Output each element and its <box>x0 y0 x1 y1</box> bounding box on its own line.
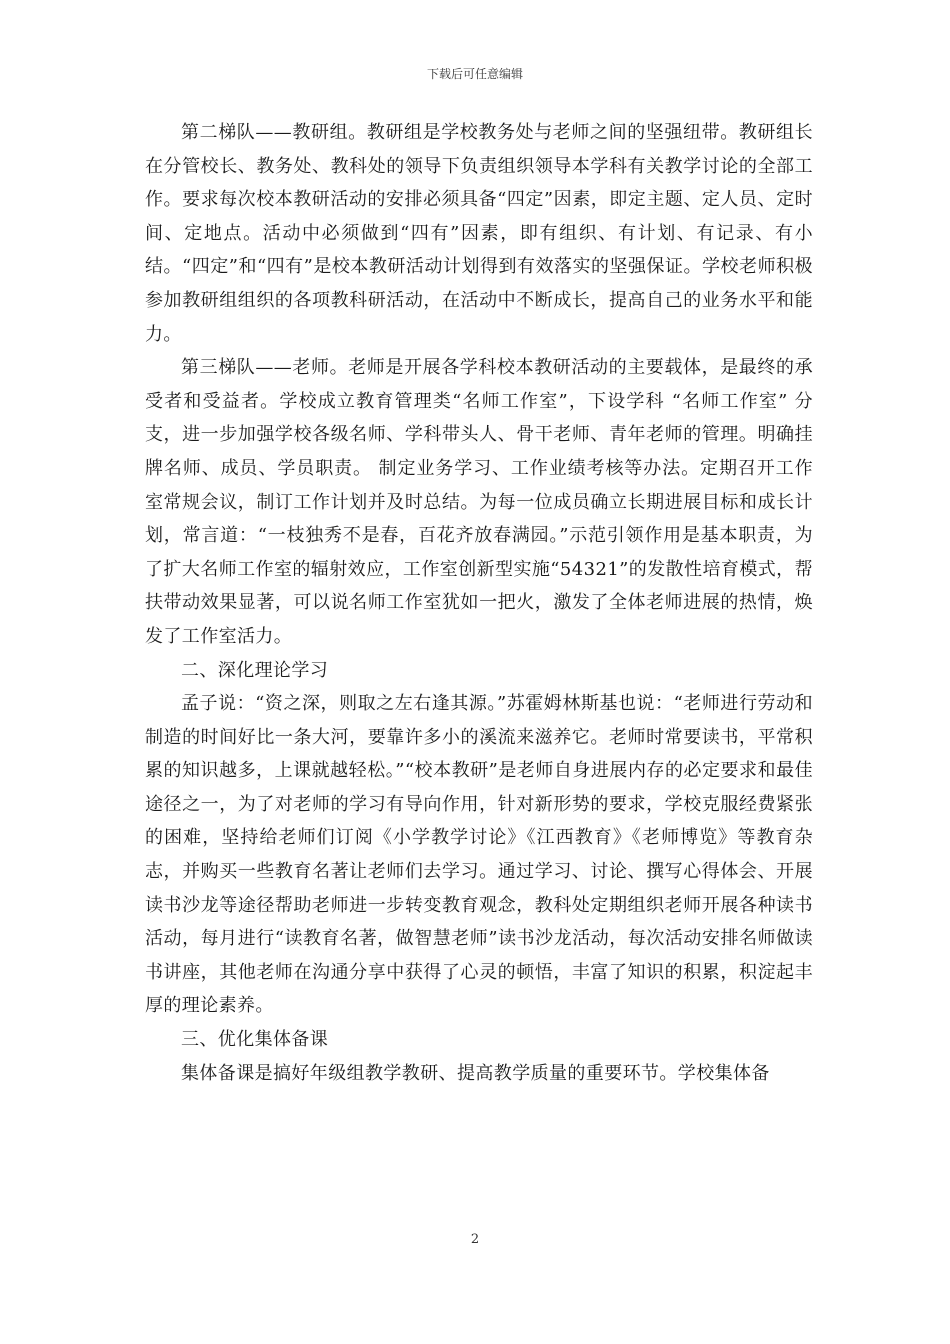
page-number: 2 <box>470 1232 480 1247</box>
section-heading-collective-lesson-prep: 三、优化集体备课 <box>181 1029 329 1051</box>
document-body <box>145 116 813 1090</box>
page-header-note: 下载后可任意编辑 <box>426 67 523 81</box>
paragraph-collective-lesson-prep: 集体备课是搞好年级组教学教研、提高教学质量的重要环节。学校集体备 <box>181 1062 770 1084</box>
paragraph-second-tier: 第二梯队——教研组。教研组是学校教务处与老师之间的坚强纽带。教研组长在分管校长、教务处、教科处的领导下负责组织领导本学科有关教学讨论的全部工作。要求每次校本教研活动的安排必须具备“四定”因素，即定主题、定人员、定时间、定地点。活动中必须做到“四有”因素，即有组织、有计划、有记录、有小结。“四定”和“四有”是校本教研活动计划得到有效落实的坚强保证。学校老师积极参加教研组组织的各项教科研活动，在活动中不断成长，提高自己的业务水平和能力。 <box>145 122 813 345</box>
section-heading-theory-study: 二、深化理论学习 <box>181 659 329 681</box>
paragraph-third-tier: 第三梯队——老师。老师是开展各学科校本教研活动的主要载体，是最终的承受者和受益者。学校成立教育管理类“名师工作室”，下设学科 “名师工作室” 分支，进一步加强学校各级名师、学科带头人、骨干老师、青年老师的管理。明确挂牌名师、成员、学员职责。 制定业务学习、工作业绩考核等办法。定期召开工作室常规会议，制订工作计划并及时总结。为每一位成员确立长期进展目标和成长计划，常言道：“一枝独秀不是春，百花齐放春满园。”示范引领作用是基本职责，为了扩大名师工作室的辐射效应，工作室创新型实施“54321”的发散性培育模式，帮扶带动效果显著，可以说名师工作室犹如一把火，激发了全体老师进展的热情，焕发了工作室活力。 <box>145 357 813 647</box>
paragraph-theory-study: 孟子说：“资之深，则取之左右逢其源。”苏霍姆林斯基也说：“老师进行劳动和制造的时间好比一条大河，要靠许多小的溪流来滋养它。老师时常要读书，平常积累的知识越多，上课就越轻松。”“校本教研”是老师自身进展内存的必定要求和最佳途径之一，为了对老师的学习有导向作用，针对新形势的要求，学校克服经费紧张的困难，坚持给老师们订阅《小学教学讨论》《江西教育》《老师博览》等教育杂志，并购买一些教育名著让老师们去学习。通过学习、讨论、撰写心得体会、开展读书沙龙等途径帮助老师进一步转变教育观念，教科处定期组织老师开展各种读书活动，每月进行“读教育名著，做智慧老师”读书沙龙活动，每次活动安排名师做读书讲座，其他老师在沟通分享中获得了心灵的顿悟，丰富了知识的积累，积淀起丰厚的理论素养。 <box>145 693 813 1017</box>
